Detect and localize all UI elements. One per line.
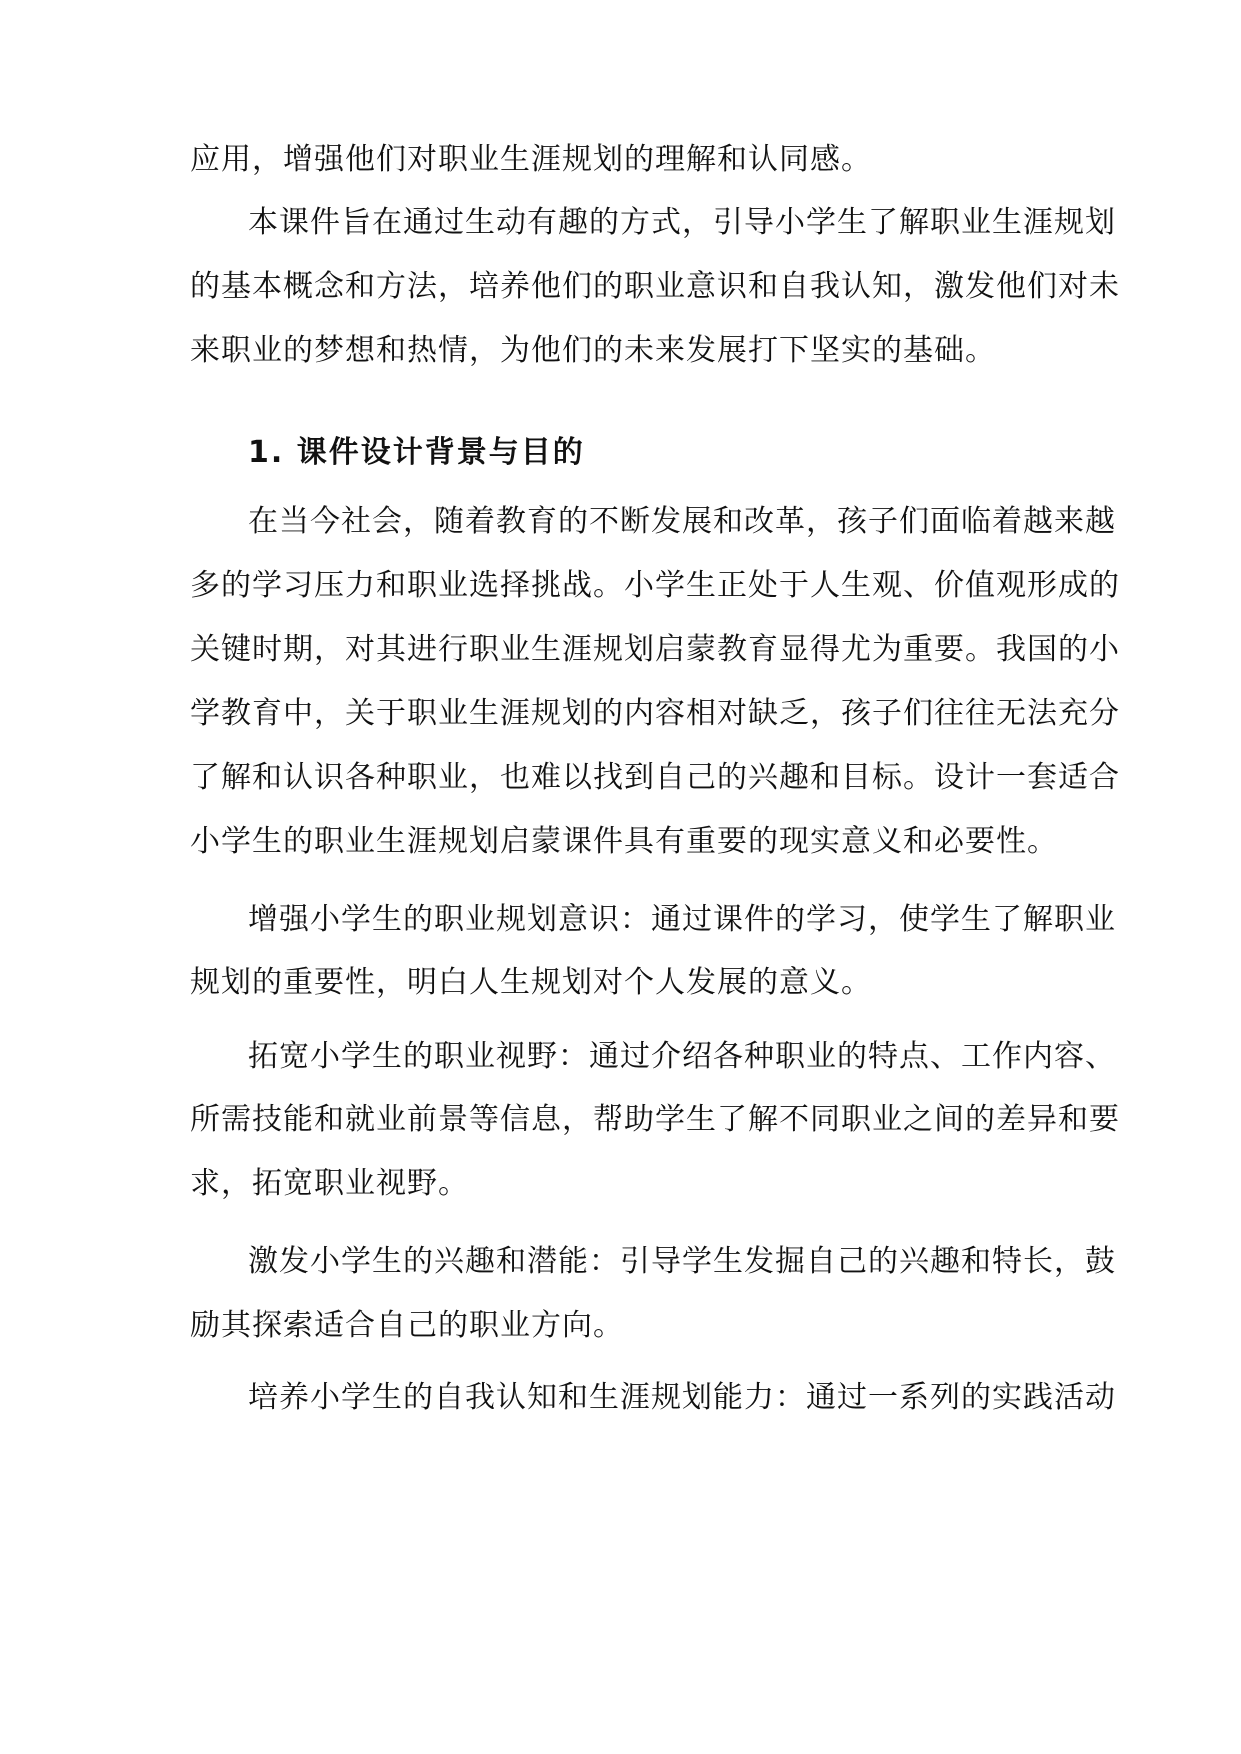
paragraph-line: 规划的重要性，明白人生规划对个人发展的意义。: [190, 965, 872, 1000]
paragraph-line: 励其探索适合自己的职业方向。: [190, 1308, 624, 1343]
paragraph-line: 在当今社会，随着教育的不断发展和改革，孩子们面临着越来越: [248, 504, 1116, 539]
section-heading: 1. 课件设计背景与目的: [248, 435, 585, 470]
paragraph-line: 求，拓宽职业视野。: [190, 1166, 469, 1201]
paragraph-line: 了解和认识各种职业，也难以找到自己的兴趣和目标。设计一套适合: [190, 760, 1120, 795]
paragraph-line: 所需技能和就业前景等信息，帮助学生了解不同职业之间的差异和要: [190, 1102, 1120, 1137]
paragraph-line: 学教育中，关于职业生涯规划的内容相对缺乏，孩子们往往无法充分: [190, 696, 1120, 731]
paragraph-line: 激发小学生的兴趣和潜能：引导学生发掘自己的兴趣和特长，鼓: [248, 1244, 1116, 1279]
paragraph-line: 拓宽小学生的职业视野：通过介绍各种职业的特点、工作内容、: [248, 1039, 1116, 1074]
paragraph-line: 的基本概念和方法，培养他们的职业意识和自我认知，激发他们对未: [190, 269, 1120, 304]
paragraph-line: 应用，增强他们对职业生涯规划的理解和认同感。: [190, 142, 872, 177]
paragraph-line: 小学生的职业生涯规划启蒙课件具有重要的现实意义和必要性。: [190, 824, 1058, 859]
paragraph-line: 多的学习压力和职业选择挑战。小学生正处于人生观、价值观形成的: [190, 568, 1120, 603]
paragraph-line: 增强小学生的职业规划意识：通过课件的学习，使学生了解职业: [248, 902, 1116, 937]
paragraph-line: 本课件旨在通过生动有趣的方式，引导小学生了解职业生涯规划: [248, 205, 1116, 240]
paragraph-line: 培养小学生的自我认知和生涯规划能力：通过一系列的实践活动: [248, 1380, 1116, 1415]
paragraph-line: 来职业的梦想和热情，为他们的未来发展打下坚实的基础。: [190, 333, 996, 368]
paragraph-line: 关键时期，对其进行职业生涯规划启蒙教育显得尤为重要。我国的小: [190, 632, 1120, 667]
